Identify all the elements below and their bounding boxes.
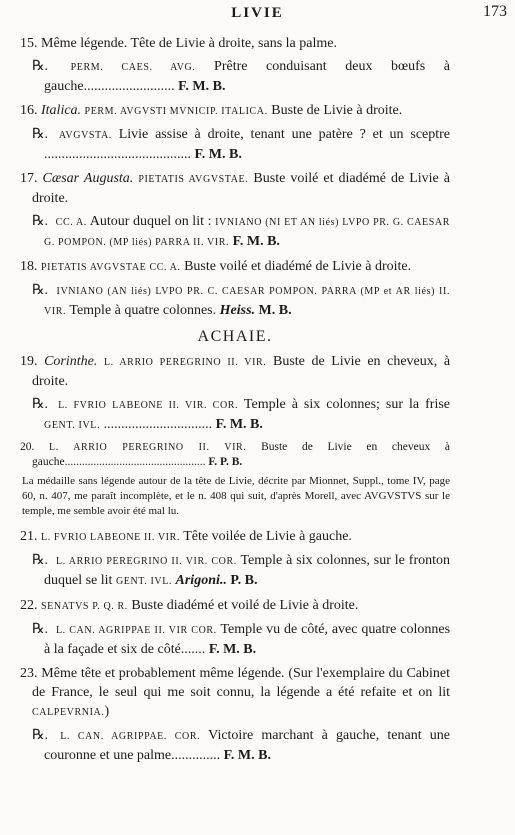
page-header	[0, 3, 515, 25]
obverse-legend: SENATVS P. Q. R.	[41, 601, 128, 612]
reverse-symbol: ℞.	[32, 214, 49, 229]
reverse-legend: L. FVRIO LABEONE II. VIR. COR.	[58, 400, 239, 411]
city-name: Cæsar Augusta.	[42, 171, 134, 186]
reverse-16	[20, 125, 450, 164]
running-title: LIVIE	[231, 5, 284, 21]
reference-author: Arigoni..	[175, 573, 227, 588]
reverse-legend: L. CAN. AGRIPPAE II. VIR COR.	[55, 625, 217, 636]
obverse-legend: PIETATIS AVGVSTAE CC. A.	[41, 262, 181, 273]
reverse-23	[20, 726, 450, 765]
section-heading: ACHAIE.	[197, 328, 273, 345]
reverse-legend: AVGVSTA.	[58, 130, 112, 141]
entry-18	[20, 257, 450, 277]
size-mark: F. P. B.	[208, 456, 243, 468]
city-name: Corinthe.	[44, 354, 98, 369]
obverse-legend: L. ARRIO PEREGRINO II. VIR.	[49, 442, 247, 453]
entry-number: 19.	[20, 354, 38, 369]
reverse-text: Temple à six colonnes; sur la frise	[243, 397, 451, 412]
entry-number: 22.	[20, 598, 38, 613]
obverse-text: Buste de Livie en cheveux à gauche.................................................	[32, 441, 451, 468]
reverse-text: Temple vu de côté, avec quatre colonnes à la façade et six de côté.......	[44, 622, 451, 657]
size-mark: M. B.	[258, 303, 292, 318]
obverse-legend: L. ARRIO PEREGRINO II. VIR.	[103, 357, 267, 368]
reverse-17	[20, 212, 450, 252]
obverse-text: Même légende. Tête de Livie à droite, sans la palme.	[41, 36, 337, 51]
leader-dots: ...............................	[103, 417, 213, 432]
size-mark: F. M. B.	[194, 147, 242, 162]
reverse-symbol: ℞.	[32, 283, 49, 298]
catalogue-text	[20, 34, 450, 770]
entry-20	[20, 440, 450, 470]
reverse-symbol: ℞.	[32, 127, 49, 142]
size-mark: F. M. B.	[223, 748, 271, 763]
obverse-text: Buste diadémé et voilé de Livie à droite.	[131, 598, 359, 613]
obverse-text: Buste de Livie en cheveux, à droite.	[32, 354, 451, 389]
entry-number: 18.	[20, 259, 38, 274]
size-mark: F. M. B.	[178, 79, 226, 94]
entry-16	[20, 101, 450, 121]
entry-number: 15.	[20, 36, 38, 51]
reverse-text: Prêtre conduisant deux bœufs à gauche..........................	[44, 59, 451, 94]
reverse-symbol: ℞.	[32, 397, 49, 412]
size-mark: F. M. B.	[215, 417, 263, 432]
reverse-legend: CC. A.	[55, 217, 87, 228]
reverse-symbol: ℞.	[32, 622, 49, 637]
altered-legend: CALPEVRNIA.	[32, 707, 105, 718]
entry-number: 21.	[20, 529, 38, 544]
entry-number: 23.	[20, 666, 38, 681]
entry-22	[20, 596, 450, 616]
page-number: 173	[483, 3, 507, 20]
size-mark: P. B.	[230, 573, 258, 588]
reverse-text: Temple à quatre colonnes.	[69, 303, 217, 318]
entry-15	[20, 34, 450, 53]
reverse-symbol: ℞.	[32, 59, 49, 74]
entry-19	[20, 352, 450, 391]
frieze-legend: GENT. IVL.	[44, 420, 101, 431]
reverse-text: Victoire marchant à gauche, tenant une couronne et une palme..............	[44, 728, 450, 763]
obverse-text: Buste voilé et diadémé de Livie à droite.	[184, 259, 412, 274]
size-mark: F. M. B.	[232, 234, 280, 249]
reverse-symbol: ℞.	[32, 728, 49, 743]
entry-number: 16.	[20, 103, 38, 118]
closing-paren: )	[104, 704, 110, 719]
entry-number: 17.	[20, 171, 38, 186]
entry-21	[20, 527, 450, 547]
size-mark: F. M. B.	[208, 642, 257, 657]
reverse-legend: L. CAN. AGRIPPAE. COR.	[60, 731, 201, 742]
reverse-legend: IVNIANO (AN liés) LVPO PR. C. CAESAR POMPON. PARRA (MP et AR liés) II. VIR.	[44, 286, 450, 317]
fronton-legend: GENT. IVL.	[115, 576, 173, 587]
reverse-legend-inscription: IVNIANO (NI ET AN liés) LVPO PR. G. CAESAR G. POMPON. (MP liés) PARRA II. VIR.	[44, 217, 450, 248]
obverse-text: Même tête et probablement même légende. (Sur l'exemplaire du Cabinet de France, le seul qui me soit connu, la légende a été refaite et on lit	[32, 666, 450, 700]
reverse-text: Autour duquel on lit :	[89, 214, 212, 229]
reference-author: Heiss.	[219, 303, 256, 318]
reverse-text: Livie assise à droite, tenant une patère ? et un sceptre ..........................................	[44, 127, 451, 162]
reverse-15	[20, 57, 450, 96]
entry-23	[20, 664, 450, 722]
entry-number: 20.	[20, 441, 35, 453]
reverse-19	[20, 395, 450, 435]
reverse-legend: L. ARRIO PEREGRINO II. VIR. COR.	[55, 556, 237, 567]
reverse-symbol: ℞.	[32, 553, 49, 568]
obverse-text: Buste voilé et diadémé de Livie à droite.	[32, 171, 451, 206]
entry-17	[20, 169, 450, 208]
obverse-legend: PERM. AVGVSTI MVNICIP. ITALICA.	[84, 106, 268, 117]
reverse-21	[20, 551, 450, 591]
city-name: Italica.	[41, 103, 82, 118]
footnote-20: La médaille sans légende autour de la tête de Livie, décrite par Mionnet, Suppl., tome IV, page 60, n. 407, me paraît incomplète, et le n. 408 qui suit, d'après Morell, avec AVGVSTVS sur le temple, me semble avoir été mal lu.	[22, 475, 450, 517]
obverse-legend: PIETATIS AVGVSTAE.	[138, 174, 249, 185]
obverse-text: Tête voilée de Livie à gauche.	[183, 529, 352, 544]
obverse-text: Buste de Livie à droite.	[271, 103, 403, 118]
reverse-text: Temple à six colonnes, sur le fronton duquel se lit	[44, 553, 451, 588]
reverse-legend: PERM. CAES. AVG.	[70, 62, 196, 73]
obverse-legend: L. FVRIO LABEONE II. VIR.	[41, 532, 180, 543]
reverse-18	[20, 281, 450, 321]
reverse-22	[20, 620, 450, 659]
